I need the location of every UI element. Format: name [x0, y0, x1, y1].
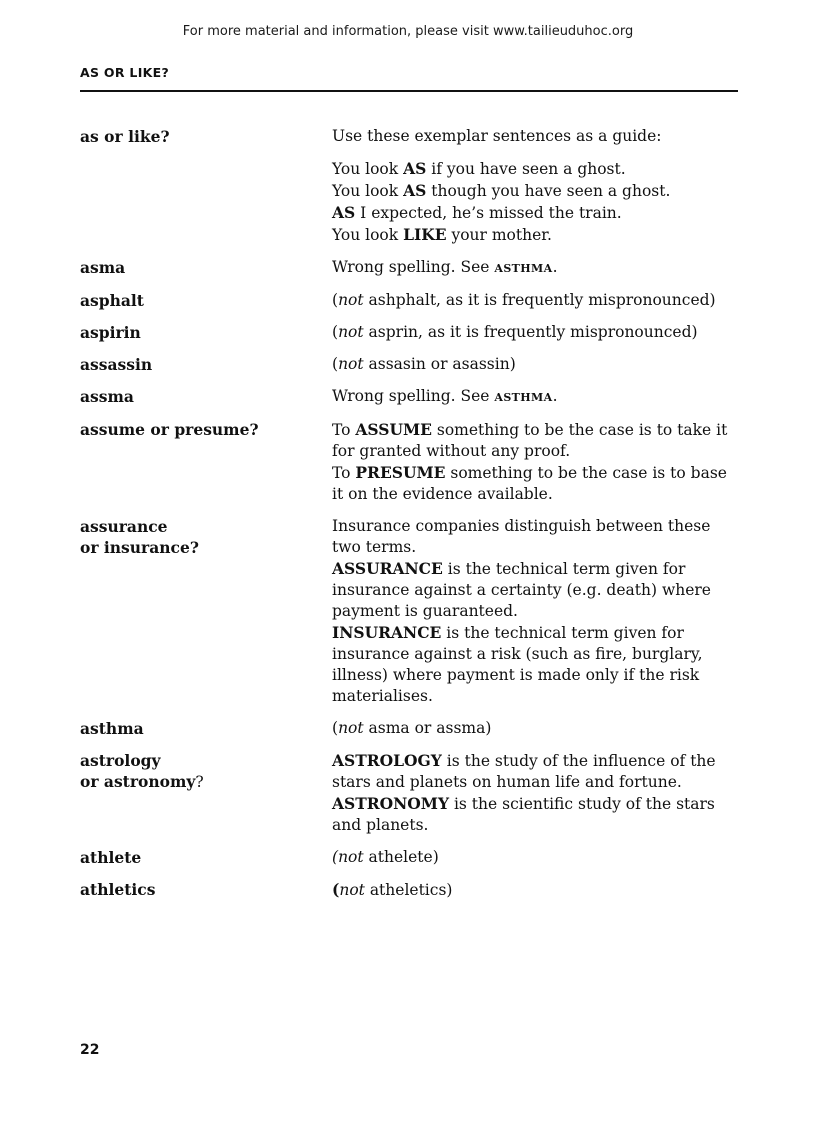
entry-assma	[80, 386, 740, 408]
definition-paragraph	[332, 558, 740, 622]
definition-keyword: ASTRONOMY	[332, 794, 450, 813]
entry-astrology-or-astronomy	[80, 750, 740, 836]
definition-keyword: ASSURANCE	[332, 559, 443, 578]
definition-paragraph	[332, 622, 740, 707]
entry-definition	[332, 126, 740, 246]
definition-text: asma or assma)	[363, 719, 492, 737]
example-text: You look	[332, 226, 404, 244]
entry-athlete	[80, 847, 740, 868]
entry-assassin	[80, 354, 740, 375]
term-line: assurance	[80, 517, 168, 536]
definition-text: asprin, as it is frequently mispronounced)	[363, 323, 698, 341]
definition-text: ashphalt, as it is frequently mispronounced)	[363, 291, 716, 309]
header-note: For more material and information, please visit www.tailieuduhoc.org	[182, 24, 634, 39]
not-label: not	[338, 848, 364, 866]
paren: (	[332, 291, 339, 309]
entry-term: aspirin	[80, 323, 141, 342]
example-keyword: LIKE	[403, 225, 447, 244]
entry-term: assume or presume?	[80, 420, 259, 439]
paren: (	[332, 355, 339, 373]
definition-text: something to be the case is to take it for granted without any proof.	[332, 421, 728, 460]
entry-definition	[332, 847, 740, 868]
entry-definition	[332, 322, 740, 343]
example-keyword: AS	[403, 181, 427, 200]
example-text: I expected, he’s missed the train.	[355, 204, 622, 222]
definition-text: is the scientific study of the stars and planets.	[332, 795, 715, 834]
entry-term: as or like?	[80, 127, 170, 146]
definition-keyword: PRESUME	[355, 463, 446, 482]
definition-keyword: INSURANCE	[332, 623, 442, 642]
paren: (	[332, 323, 339, 341]
entry-definition	[332, 386, 740, 408]
entry-definition	[332, 516, 740, 707]
definition-text: athelete)	[363, 848, 439, 866]
definition-text: assasin or asassin)	[363, 355, 516, 373]
page-number: 22	[80, 1042, 100, 1058]
example-text: You look	[332, 160, 404, 178]
entry-definition	[332, 879, 740, 901]
example-text: if you have seen a ghost.	[426, 160, 626, 178]
term-line: or astronomy	[80, 772, 196, 791]
entry-definition	[332, 354, 740, 375]
term-line: astrology	[80, 751, 161, 770]
definition-text: is the study of the influence of the stars and planets on human life and fortune.	[332, 752, 716, 791]
entry-term: asma	[80, 258, 126, 277]
example-keyword: AS	[403, 159, 427, 178]
definition-text: something to be the case is to base it on the evidence available.	[332, 464, 727, 503]
entry-assurance-or-insurance	[80, 516, 740, 707]
entry-term: asphalt	[80, 291, 144, 310]
entry-term: athlete	[80, 848, 142, 867]
definition-paragraph	[332, 462, 740, 505]
entry-definition	[332, 290, 740, 311]
entry-term: asthma	[80, 719, 144, 738]
definition-paragraph	[332, 750, 740, 793]
entry-as-or-like	[80, 126, 740, 246]
definition-text: is the technical term given for insurance against a certainty (e.g. death) where payment is guaranteed.	[332, 560, 711, 620]
definition-text: Wrong spelling. See	[332, 387, 495, 405]
entry-asphalt	[80, 290, 740, 311]
definition-paragraph	[332, 419, 740, 462]
definition-keyword: ASSUME	[355, 420, 432, 439]
definition-text: To	[332, 421, 356, 439]
not-label: not	[338, 291, 364, 309]
definition-text: Wrong spelling. See	[332, 258, 495, 276]
entry-definition	[332, 257, 740, 279]
entry-definition	[332, 718, 740, 739]
header-rule	[80, 90, 738, 92]
example-sentences	[332, 158, 740, 246]
entry-asma	[80, 257, 740, 279]
running-head: AS OR LIKE?	[80, 65, 170, 80]
entry-definition	[332, 750, 740, 836]
entry-term: assma	[80, 387, 134, 406]
example-text: You look	[332, 182, 404, 200]
definition-text: is the technical term given for insurance against a risk (such as fire, burglary, illness) where payment is made only if the risk materialises.	[332, 624, 703, 705]
paren: (	[332, 848, 339, 866]
definition-intro: Use these exemplar sentences as a guide:	[332, 127, 662, 145]
entry-athletics	[80, 879, 740, 901]
definition-text: .	[552, 387, 558, 405]
not-label: not	[338, 323, 364, 341]
not-label: not	[338, 719, 364, 737]
term-question-mark: ?	[195, 773, 204, 791]
definition-text: .	[552, 258, 558, 276]
definition-text: atheletics)	[364, 881, 453, 899]
dictionary-entries	[80, 126, 740, 912]
entry-term	[80, 516, 332, 707]
example-keyword: AS	[332, 203, 356, 222]
example-text: though you have seen a ghost.	[426, 182, 671, 200]
entry-definition	[332, 419, 740, 505]
entry-term: athletics	[80, 880, 156, 899]
term-line: or insurance?	[80, 538, 199, 557]
example-text: your mother.	[446, 226, 552, 244]
cross-reference: ASTHMA	[494, 262, 553, 275]
definition-keyword: ASTROLOGY	[332, 751, 442, 770]
entry-aspirin	[80, 322, 740, 343]
not-label: not	[338, 355, 364, 373]
paren: (	[332, 719, 339, 737]
definition-intro: Insurance companies distinguish between these two terms.	[332, 517, 711, 556]
entry-assume-or-presume	[80, 419, 740, 505]
definition-text: To	[332, 464, 356, 482]
paren: (	[332, 880, 340, 899]
entry-term	[80, 750, 332, 836]
cross-reference: ASTHMA	[494, 391, 553, 404]
definition-paragraph	[332, 793, 740, 836]
entry-term: assassin	[80, 355, 153, 374]
not-label: not	[339, 881, 365, 899]
entry-asthma	[80, 718, 740, 739]
